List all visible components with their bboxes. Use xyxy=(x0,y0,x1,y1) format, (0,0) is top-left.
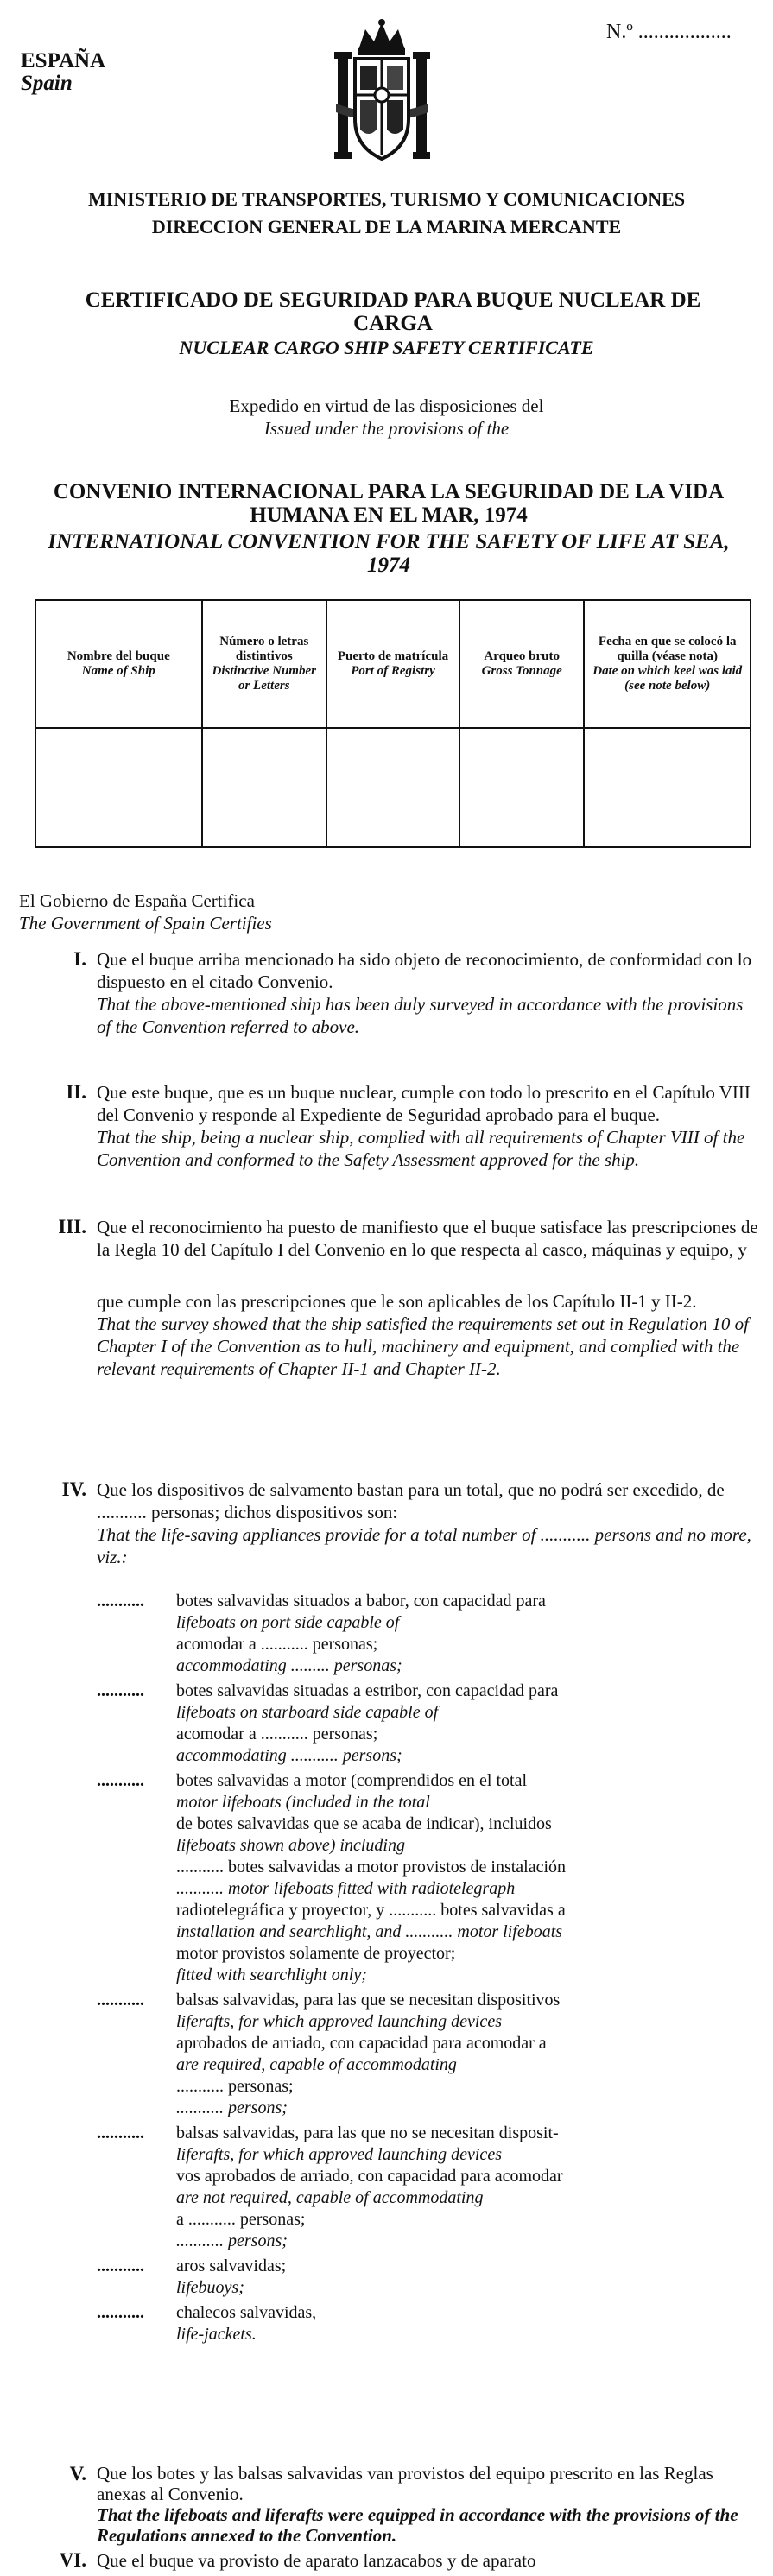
section-number: III. xyxy=(58,1216,86,1237)
item-text-es: radiotelegráfica y proyector, y ........... botes salvavidas a xyxy=(176,1901,566,1920)
section-text-es: Que el buque va provisto de aparato lanzacabos y de aparato xyxy=(97,2550,536,2571)
certificate-title-en: NUCLEAR CARGO SHIP SAFETY CERTIFICATE xyxy=(179,337,594,358)
item-text-en: lifeboats on starboard side capable of xyxy=(176,1703,439,1722)
distinctive-letters-cell[interactable] xyxy=(202,728,326,847)
certificate-title-es: CERTIFICADO DE SEGURIDAD PARA BUQUE NUCLEAR DE CARGA xyxy=(85,288,701,335)
country-en: Spain xyxy=(21,72,73,95)
column-header xyxy=(202,600,326,728)
section-text-en: That the lifeboats and liferafts were equipped in accordance with the provisions of the Regulations annexed to the Convention. xyxy=(97,2504,738,2546)
ship-particulars-table xyxy=(35,599,751,848)
blank-fill-dots[interactable]: ........... xyxy=(97,1681,144,1700)
convention-es: CONVENIO INTERNACIONAL PARA LA SEGURIDAD DE LA VIDA HUMANA EN EL MAR, 1974 xyxy=(53,480,725,527)
item-text-es: de botes salvavidas que se acaba de indicar), incluidos xyxy=(176,1814,552,1833)
country-es: ESPAÑA xyxy=(21,49,106,73)
list-item xyxy=(97,1770,762,1986)
item-text-en: liferafts, for which approved launching devices xyxy=(176,2145,502,2164)
item-text-es: botes salvavidas situados a babor, con capacidad para xyxy=(176,1592,546,1611)
list-item xyxy=(97,2123,762,2252)
column-label-en: Name of Ship xyxy=(81,664,155,678)
column-label-es: Nombre del buque xyxy=(67,649,170,663)
section-number: V. xyxy=(69,2463,86,2484)
blank-fill-dots[interactable]: ........... xyxy=(97,2123,144,2142)
column-label-en: Distinctive Number or Letters xyxy=(212,664,316,693)
item-text-en: liferafts, for which approved launching devices xyxy=(176,2012,502,2031)
item-text-en: fitted with searchlight only; xyxy=(176,1965,367,1984)
item-text-es: botes salvavidas a motor (comprendidos en el total xyxy=(176,1771,528,1790)
column-header xyxy=(584,600,751,728)
section-vi xyxy=(97,2549,762,2572)
item-text-es: acomodar a ........... personas; xyxy=(176,1635,378,1654)
section-text-es: Que los botes y las balsas salvavidas van provistos del equipo prescrito en las Reglas anexas al Convenio. xyxy=(97,2463,713,2504)
section-number: IV. xyxy=(61,1478,86,1500)
item-text-es: balsas salvavidas, para las que se necesitan dispositivos xyxy=(176,1991,561,2010)
blank-fill-dots[interactable]: ........... xyxy=(97,2256,144,2275)
table-header-row xyxy=(35,600,751,728)
country-block xyxy=(21,50,105,95)
issued-en: Issued under the provisions of the xyxy=(263,418,510,439)
section-text-es-cont: que cumple con las prescripciones que le son aplicables de los Capítulo II-1 y II-2. xyxy=(97,1291,697,1312)
item-text-es: aprobados de arriado, con capacidad para acomodar a xyxy=(176,2034,547,2053)
section-number: VI. xyxy=(59,2549,86,2571)
item-text-en: life-jackets. xyxy=(176,2325,257,2344)
item-text-es: ........... personas; xyxy=(176,2077,294,2096)
section-iv xyxy=(97,1478,762,1568)
item-text-es: botes salvavidas situadas a estribor, con capacidad para xyxy=(176,1681,559,1700)
section-text-es: Que los dispositivos de salvamento bastan para un total, que no podrá ser excedido, de ........... personas; dichos dispositivos son: xyxy=(97,1479,725,1522)
column-label-es: Arqueo bruto xyxy=(484,649,561,663)
item-text-en: ........... persons; xyxy=(176,2231,288,2250)
gross-tonnage-cell[interactable] xyxy=(459,728,584,847)
item-text-es: vos aprobados de arriado, con capacidad para acomodar xyxy=(176,2167,563,2186)
section-iii xyxy=(97,1216,762,1380)
blank-fill-dots[interactable]: ........... xyxy=(97,1592,144,1611)
section-text-en: That the survey showed that the ship satisfied the requirements set out in Regulation 10 of Chapter I of the Convention as to hull, machinery and equipment, and complied with the relevant requirements of Chapter II-1 and Chapter II-2. xyxy=(97,1313,749,1379)
certificate-number: N.º .................. xyxy=(606,21,732,43)
item-text-es: aros salvavidas; xyxy=(176,2256,287,2275)
item-text-en: motor lifeboats (included in the total xyxy=(176,1793,430,1812)
column-label-es: Puerto de matrícula xyxy=(337,649,449,663)
item-text-en: accommodating ......... personas; xyxy=(176,1656,402,1675)
item-text-en: installation and searchlight, and ........... motor lifeboats xyxy=(176,1922,563,1941)
section-text-es: Que el buque arriba mencionado ha sido objeto de reconocimiento, de conformidad con lo dispuesto en el citado Convenio. xyxy=(97,949,752,992)
list-item xyxy=(97,1591,762,1677)
item-text-en: accommodating ........... persons; xyxy=(176,1746,402,1765)
column-label-es: Fecha en que se colocó la quilla (véase nota) xyxy=(598,635,737,663)
section-text-en: That the life-saving appliances provide for a total number of ........... persons and no more, viz.: xyxy=(97,1524,751,1567)
item-text-es: ........... botes salvavidas a motor provistos de instalación xyxy=(176,1858,567,1877)
item-text-es: acomodar a ........... personas; xyxy=(176,1725,378,1744)
column-header xyxy=(459,600,584,728)
item-text-es: a ........... personas; xyxy=(176,2210,306,2229)
certifies-en: The Government of Spain Certifies xyxy=(19,913,272,934)
column-label-en: Gross Tonnage xyxy=(481,664,562,678)
item-text-es: chalecos salvavidas, xyxy=(176,2303,317,2322)
item-text-en: are not required, capable of accommodating xyxy=(176,2188,484,2207)
issued-es: Expedido en virtud de las disposiciones del xyxy=(229,396,544,416)
section-number: I. xyxy=(73,948,86,970)
section-number: II. xyxy=(66,1081,86,1103)
column-label-es: Número o letras distintivos xyxy=(219,635,309,663)
section-text-es: Que el reconocimiento ha puesto de manifiesto que el buque satisface las prescripciones de la Regla 10 del Capítulo I del Convenio en lo que respecta al casco, máquinas y equipo, y xyxy=(97,1217,758,1260)
section-v xyxy=(97,2463,762,2546)
item-text-en: ........... motor lifeboats fitted with radiotelegraph xyxy=(176,1879,516,1898)
item-text-en: lifeboats on port side capable of xyxy=(176,1613,400,1632)
section-ii xyxy=(97,1081,762,1171)
item-text-es: balsas salvavidas, para las que no se necesitan disposit- xyxy=(176,2123,559,2142)
directorate-heading: DIRECCION GENERAL DE LA MARINA MERCANTE xyxy=(151,216,622,237)
list-item xyxy=(97,2302,762,2345)
list-item xyxy=(97,2256,762,2299)
item-text-en: are required, capable of accommodating xyxy=(176,2055,457,2074)
table-row xyxy=(35,728,751,847)
lifesaving-items-list xyxy=(97,1591,762,2349)
section-text-es: Que este buque, que es un buque nuclear, cumple con todo lo prescrito en el Capítulo VIII del Convenio y responde al Expediente de Seguridad aprobado para el buque. xyxy=(97,1082,751,1125)
section-text-en: That the above-mentioned ship has been duly surveyed in accordance with the provisions of the Convention referred to above. xyxy=(97,994,744,1037)
certifies-es: El Gobierno de España Certifica xyxy=(19,890,255,911)
column-header xyxy=(35,600,202,728)
column-label-en: Port of Registry xyxy=(351,664,435,678)
list-item xyxy=(97,1680,762,1767)
section-text-en: That the ship, being a nuclear ship, complied with all requirements of Chapter VIII of the Convention and conformed to the Safety Assessment approved for the ship. xyxy=(97,1127,745,1170)
list-item xyxy=(97,1990,762,2119)
ministry-heading: MINISTERIO DE TRANSPORTES, TURISMO Y COMUNICACIONES xyxy=(87,188,686,210)
item-text-es: motor provistos solamente de proyector; xyxy=(176,1944,456,1963)
item-text-en: lifeboats shown above) including xyxy=(176,1836,405,1855)
port-of-registry-cell[interactable] xyxy=(326,728,459,847)
item-text-en: lifebuoys; xyxy=(176,2278,244,2297)
blank-fill-dots[interactable]: ........... xyxy=(97,1771,144,1790)
certifies-block xyxy=(19,889,272,934)
spanish-coat-of-arms-icon xyxy=(333,17,432,168)
blank-fill-dots[interactable]: ........... xyxy=(97,2303,144,2322)
keel-date-cell[interactable] xyxy=(584,728,751,847)
convention-en: INTERNATIONAL CONVENTION FOR THE SAFETY OF LIFE AT SEA, 1974 xyxy=(48,530,730,577)
blank-fill-dots[interactable]: ........... xyxy=(97,1991,144,2010)
ship-name-cell[interactable] xyxy=(35,728,202,847)
item-text-en: ........... persons; xyxy=(176,2098,288,2117)
column-label-en: Date on which keel was laid (see note below) xyxy=(592,664,743,693)
section-i xyxy=(97,948,762,1038)
column-header xyxy=(326,600,459,728)
